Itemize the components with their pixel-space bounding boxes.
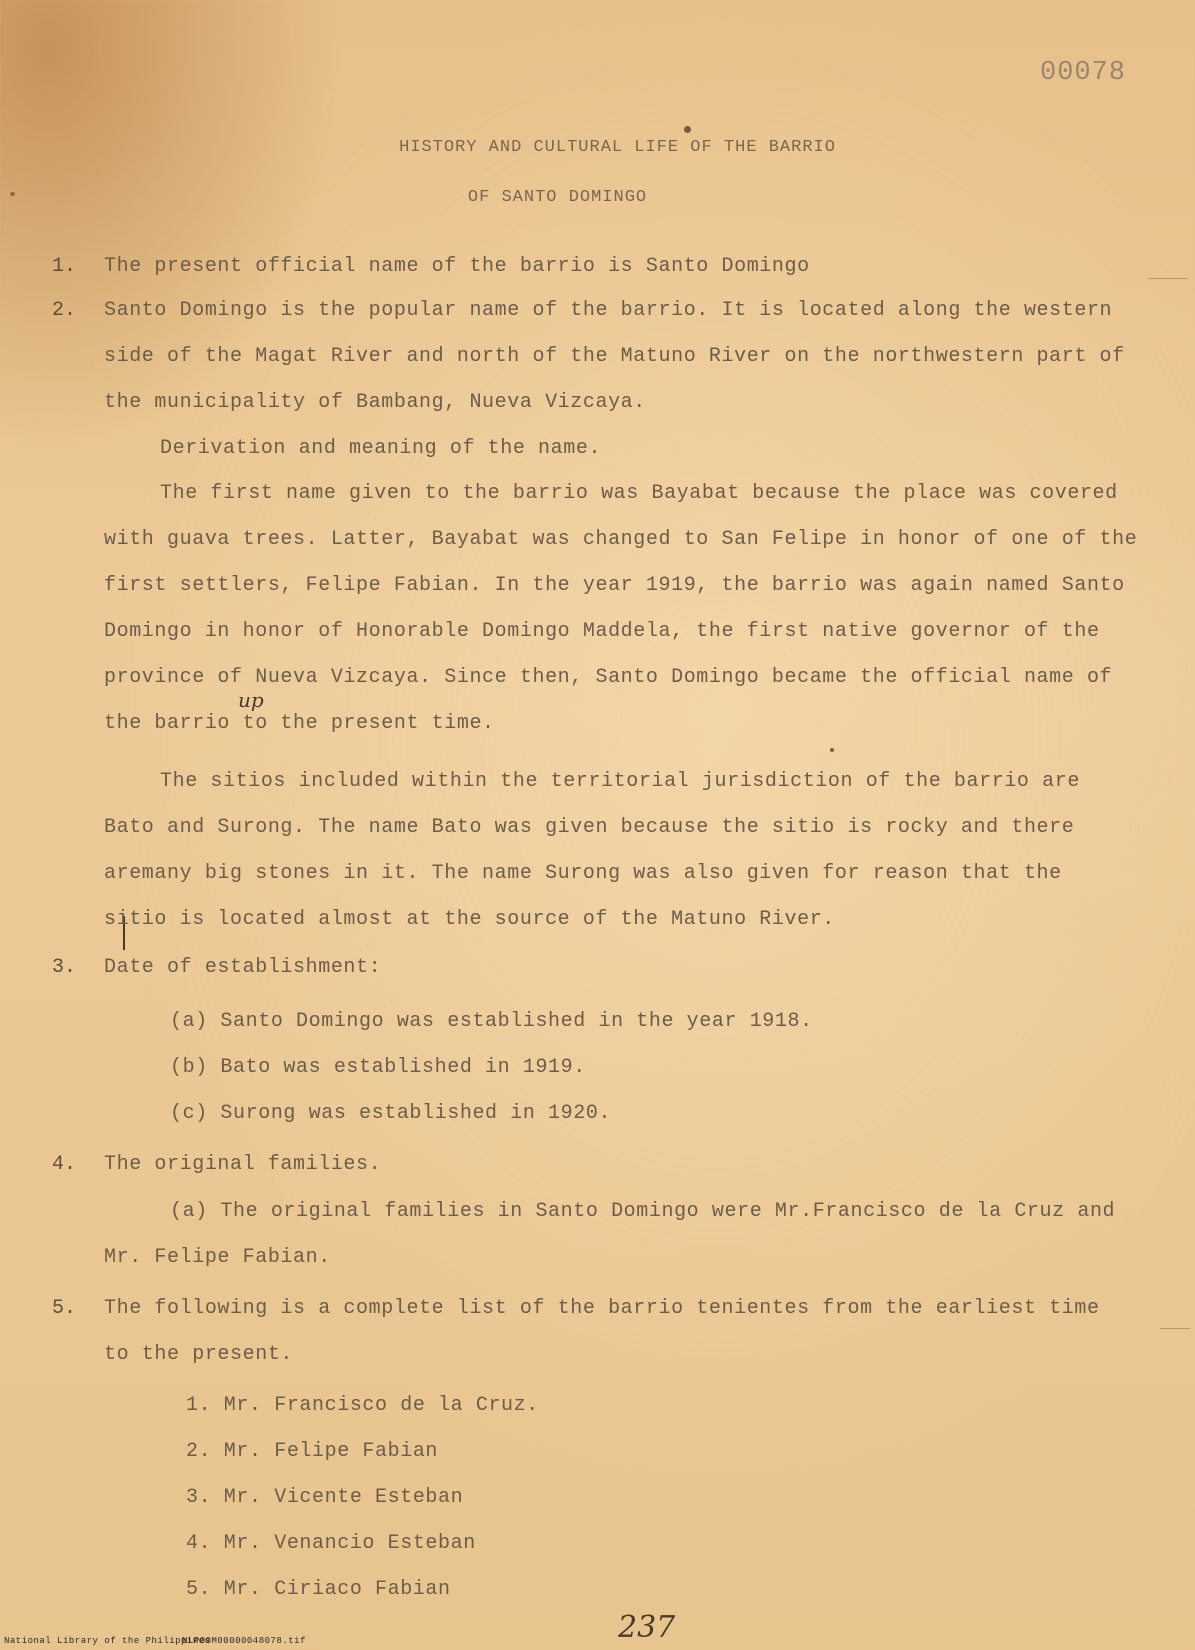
paper-speck [830, 748, 834, 752]
text-line: (a) The original families in Santo Domingo were Mr.Francisco de la Cruz and [170, 1200, 1116, 1223]
text-line: The sitios included within the territorial jurisdiction of the barrio are [160, 770, 1080, 793]
paper-edge-mark [1148, 278, 1188, 279]
text-line: The original families. [104, 1153, 382, 1176]
text-line: The following is a complete list of the barrio tenientes from the earliest time [104, 1297, 1100, 1320]
text-line: sitio is located almost at the source of the Matuno River. [104, 908, 835, 931]
teniente-list-item: 5. Mr. Ciriaco Fabian [186, 1578, 451, 1601]
text-line: Bato and Surong. The name Bato was given because the sitio is rocky and there [104, 816, 1075, 839]
text-line: Date of establishment: [104, 956, 382, 979]
text-line: (a) Santo Domingo was established in the year 1918. [170, 1010, 813, 1033]
item-number-4: 4. [52, 1153, 77, 1176]
text-line: Mr. Felipe Fabian. [104, 1246, 331, 1269]
text-line: Derivation and meaning of the name. [160, 437, 602, 460]
text-line: side of the Magat River and north of the Matuno River on the northwestern part of [104, 345, 1125, 368]
text-line: Santo Domingo is the popular name of the barrio. It is located along the western [104, 299, 1113, 322]
text-line: province of Nueva Vizcaya. Since then, Santo Domingo became the official name of [104, 666, 1113, 689]
teniente-list-item: 3. Mr. Vicente Esteban [186, 1486, 464, 1509]
item-number-5: 5. [52, 1297, 77, 1320]
text-line: aremany big stones in it. The name Surong was also given for reason that the [104, 862, 1062, 885]
footer-library-credit: National Library of the Philippines [4, 1636, 211, 1646]
item-number-2: 2. [52, 299, 77, 322]
handwritten-page-number: 237 [618, 1610, 676, 1645]
footer-filename: NLP00M00000048078.tif [182, 1636, 306, 1646]
item-number-3: 3. [52, 956, 77, 979]
text-line: The first name given to the barrio was Bayabat because the place was covered [160, 482, 1118, 505]
text-line: to the present. [104, 1343, 294, 1366]
teniente-list-item: 4. Mr. Venancio Esteban [186, 1532, 476, 1555]
paper-speck [684, 126, 691, 133]
document-title-line-1: HISTORY AND CULTURAL LIFE OF THE BARRIO [399, 138, 836, 157]
page-number: 00078 [1040, 58, 1127, 88]
teniente-list-item: 2. Mr. Felipe Fabian [186, 1440, 439, 1463]
teniente-list-item: 1. Mr. Francisco de la Cruz. [186, 1394, 539, 1417]
item-number-1: 1. [52, 255, 77, 278]
text-line: first settlers, Felipe Fabian. In the year 1919, the barrio was again named Santo [104, 574, 1125, 597]
text-line: the municipality of Bambang, Nueva Vizcaya. [104, 391, 646, 414]
text-line: the barrio to the present time. [104, 712, 495, 735]
text-line: Domingo in honor of Honorable Domingo Maddela, the first native governor of the [104, 620, 1100, 643]
text-line: (b) Bato was established in 1919. [170, 1056, 586, 1079]
handwritten-insert: up [238, 688, 264, 712]
paper-speck [10, 192, 15, 196]
paper-edge-mark [1160, 1328, 1190, 1329]
text-line: (c) Surong was established in 1920. [170, 1102, 612, 1125]
document-title-line-2: OF SANTO DOMINGO [467, 188, 648, 207]
text-line: The present official name of the barrio is Santo Domingo [104, 255, 810, 278]
text-line: with guava trees. Latter, Bayabat was changed to San Felipe in honor of one of the [104, 528, 1138, 551]
